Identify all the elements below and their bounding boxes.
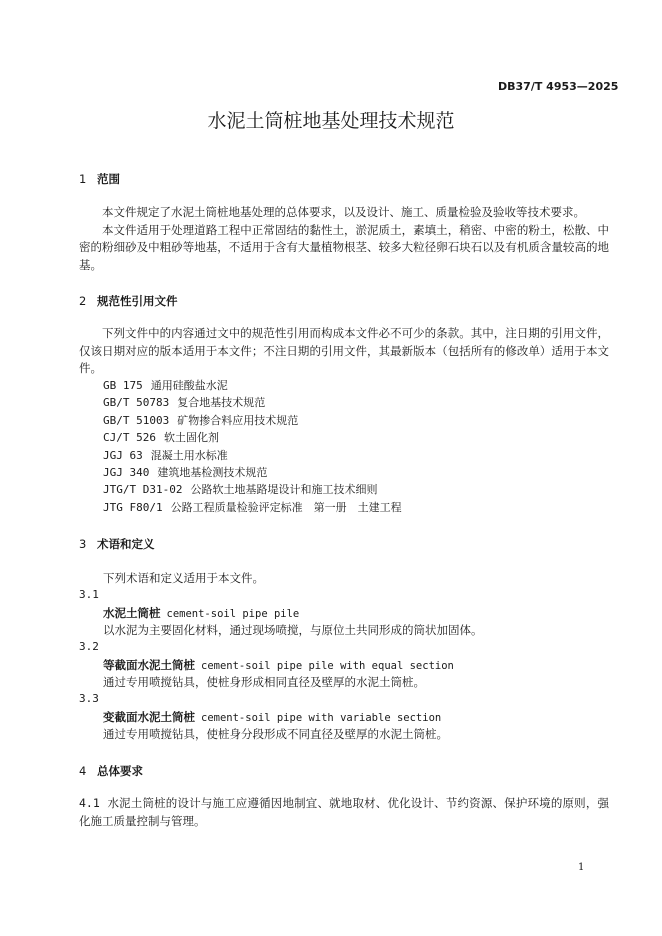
page-number: 1 xyxy=(578,862,585,873)
reference-list xyxy=(103,377,402,516)
reference-code: JTG/T D31-02 xyxy=(103,483,183,497)
term-definition: 通过专用喷搅钻具，使桩身形成相同直径及壁厚的水泥土筒桩。 xyxy=(103,675,425,689)
term-number: 3.2 xyxy=(79,640,99,653)
reference-code: GB/T 50783 xyxy=(103,396,170,410)
section-title: 范围 xyxy=(97,172,120,186)
section-title: 术语和定义 xyxy=(97,537,155,551)
term-number: 3.3 xyxy=(79,692,99,705)
reference-code: JGJ 63 xyxy=(103,448,143,462)
reference-item xyxy=(103,481,402,498)
document-title: 水泥土筒桩地基处理技术规范 xyxy=(207,110,455,132)
term-chinese: 变截面水泥土筒桩 xyxy=(103,710,195,724)
reference-name: 复合地基技术规范 xyxy=(177,396,266,410)
clause-number: 4.1 xyxy=(79,796,100,810)
reference-item xyxy=(103,377,402,394)
reference-name: 通用硅酸盐水泥 xyxy=(150,379,228,392)
general-clause xyxy=(79,795,609,830)
reference-name: 公路软土地基路堤设计和施工技术细则 xyxy=(190,483,378,497)
scope-body xyxy=(79,204,609,274)
section-heading-normative xyxy=(79,293,178,309)
reference-item xyxy=(103,429,402,446)
term-english: cement-soil pipe pile xyxy=(166,608,300,620)
term-definition: 以水泥为主要固化材料，通过现场喷搅，与原位土共同形成的筒状加固体。 xyxy=(103,623,483,637)
paragraph xyxy=(79,795,609,830)
paragraph: 本文件适用于处理道路工程中正常固结的黏性土，淤泥质土，素填土，稍密、中密的粉土，松散、中密的粉细砂及中粗砂等地基，不适用于含有大量植物根茎、较多大粒径卵石块石以及有机质含量较高的地基。 xyxy=(79,222,609,272)
term-entry xyxy=(103,709,441,725)
reference-name: 建筑地基检测技术规范 xyxy=(157,466,268,480)
reference-name: 软土固化剂 xyxy=(163,431,219,445)
section-number: 3 xyxy=(79,537,87,551)
reference-code: JTG F80/1 xyxy=(103,500,163,514)
reference-item xyxy=(103,447,402,464)
section-heading-general xyxy=(79,763,143,779)
reference-code: CJ/T 526 xyxy=(103,431,156,445)
section-number: 2 xyxy=(79,294,87,308)
term-definition: 通过专用喷搅钻具，使桩身分段形成不同直径及壁厚的水泥土筒桩。 xyxy=(103,727,448,741)
reference-item xyxy=(103,464,402,481)
terms-intro: 下列术语和定义适用于本文件。 xyxy=(103,571,264,585)
section-heading-terms xyxy=(79,536,155,552)
reference-item xyxy=(103,412,402,429)
term-chinese: 水泥土筒桩 xyxy=(103,606,161,620)
paragraph: 下列文件中的内容通过文中的规范性引用而构成本文件必不可少的条款。其中，注日期的引用文件，仅该日期对应的版本适用于本文件；不注日期的引用文件，其最新版本（包括所有的修改单）适用于本文件。 xyxy=(79,326,609,375)
standard-number: DB37/T 4953—2025 xyxy=(498,80,619,93)
section-heading-scope xyxy=(79,171,120,187)
term-english: cement-soil pipe with variable section xyxy=(201,712,442,724)
reference-name: 矿物掺合料应用技术规范 xyxy=(177,413,299,427)
reference-item xyxy=(103,394,402,411)
reference-code: JGJ 340 xyxy=(103,466,150,480)
section-title: 规范性引用文件 xyxy=(97,294,178,308)
normative-intro xyxy=(79,325,609,378)
reference-name: 公路工程质量检验评定标准 第一册 土建工程 xyxy=(170,500,402,514)
reference-code: GB 175 xyxy=(103,379,143,392)
term-english: cement-soil pipe pile with equal section xyxy=(201,660,454,672)
section-number: 4 xyxy=(79,764,87,778)
clause-text: 水泥土筒桩的设计与施工应遵循因地制宜、就地取材、优化设计、节约资源、保护环境的原则，强化施工质量控制与管理。 xyxy=(79,796,610,828)
term-number: 3.1 xyxy=(79,588,99,601)
section-number: 1 xyxy=(79,172,87,186)
reference-item xyxy=(103,499,402,516)
term-entry xyxy=(103,605,299,621)
section-title: 总体要求 xyxy=(97,764,143,778)
term-entry xyxy=(103,657,454,673)
reference-code: GB/T 51003 xyxy=(103,413,170,427)
term-chinese: 等截面水泥土筒桩 xyxy=(103,658,195,672)
reference-name: 混凝土用水标准 xyxy=(150,448,228,462)
paragraph: 本文件规定了水泥土筒桩地基处理的总体要求，以及设计、施工、质量检验及验收等技术要求。 xyxy=(102,205,585,219)
